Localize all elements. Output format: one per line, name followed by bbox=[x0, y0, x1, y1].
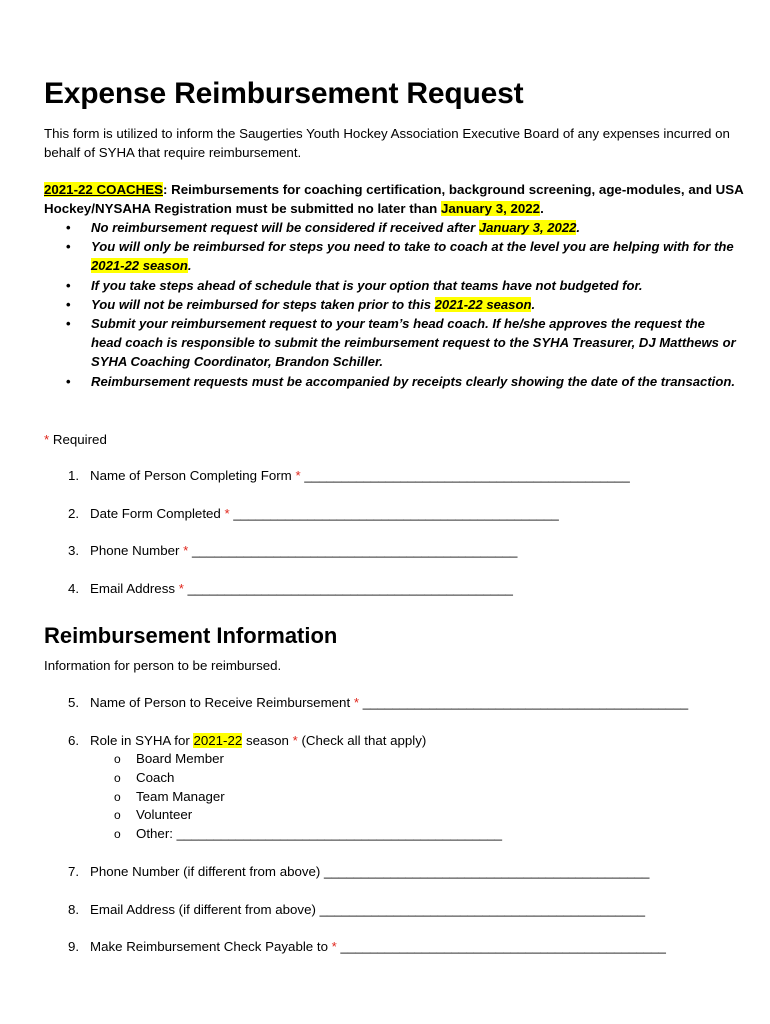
answer-line[interactable]: ____________________________________________ bbox=[359, 695, 689, 710]
question-number: 9. bbox=[68, 939, 80, 954]
radio-circle-icon[interactable]: o bbox=[114, 790, 121, 804]
required-asterisk: * bbox=[183, 543, 189, 558]
role-option-coach[interactable] bbox=[114, 770, 174, 785]
question-label: Make Reimbursement Check Payable to bbox=[90, 939, 332, 954]
question-label: Date Form Completed bbox=[90, 506, 225, 521]
rules-list bbox=[66, 218, 736, 391]
option-label: Volunteer bbox=[136, 807, 193, 822]
option-label: Board Member bbox=[136, 751, 224, 766]
rule-text: If you take steps ahead of schedule that is your option that teams have not budgeted for. bbox=[91, 277, 643, 293]
question-label: Phone Number (if different from above) bbox=[90, 864, 325, 879]
answer-line[interactable]: ____________________________________________ bbox=[183, 581, 513, 596]
required-asterisk: * bbox=[178, 581, 184, 596]
answer-line[interactable]: ____________________________________________ bbox=[300, 468, 630, 483]
question-label: Name of Person to Receive Reimbursement bbox=[90, 695, 354, 710]
intro-paragraph: This form is utilized to inform the Saugerties Youth Hockey Association Executive Board of any expenses incurred on behalf of SYHA that require reimbursement. bbox=[44, 126, 730, 160]
rule-text: Reimbursement requests must be accompanied by receipts clearly showing the date of the transaction. bbox=[91, 373, 735, 389]
rule-text: You will not be reimbursed for steps taken prior to this bbox=[91, 296, 435, 312]
question-label: Name of Person Completing Form bbox=[90, 468, 296, 483]
question-2[interactable] bbox=[68, 506, 559, 521]
question-6 bbox=[68, 733, 426, 748]
role-option-team-manager[interactable] bbox=[114, 789, 225, 804]
radio-circle-icon[interactable]: o bbox=[114, 827, 121, 841]
question-hint: (Check all that apply) bbox=[297, 733, 427, 748]
radio-circle-icon[interactable]: o bbox=[114, 808, 121, 822]
required-label: Required bbox=[49, 432, 107, 447]
rule-text: You will only be reimbursed for steps you need to take to coach at the level you are helping with for the bbox=[91, 239, 734, 255]
rule-highlight: January 3, 2022 bbox=[478, 220, 577, 235]
option-label: Team Manager bbox=[136, 789, 225, 804]
option-label: Coach bbox=[136, 770, 175, 785]
rule-end: . bbox=[187, 258, 192, 274]
question-number: 1. bbox=[68, 468, 80, 483]
rule-highlight: 2021-22 season bbox=[91, 258, 188, 274]
question-label: Email Address bbox=[90, 581, 179, 596]
coaches-notice-lead: 2021-22 COACHES bbox=[44, 182, 163, 197]
question-number: 7. bbox=[68, 864, 80, 879]
rule-text: Submit your reimbursement request to your team’s head coach. If he/she approves the request the head coach is responsible to submit the reimbursement request to the SYHA Treasurer, DJ Matthews or SYHA Coaching Coordinator, Brandon Schiller. bbox=[91, 316, 736, 370]
radio-circle-icon[interactable]: o bbox=[114, 752, 121, 766]
question-number: 4. bbox=[68, 581, 80, 596]
required-asterisk: * bbox=[44, 432, 50, 447]
question-number: 8. bbox=[68, 902, 80, 917]
question-1[interactable] bbox=[68, 468, 630, 483]
required-asterisk: * bbox=[295, 468, 301, 483]
rule-end: . bbox=[531, 296, 536, 312]
question-3[interactable] bbox=[68, 543, 517, 558]
role-option-board-member[interactable] bbox=[114, 751, 224, 766]
answer-line[interactable]: ____________________________________________ bbox=[336, 939, 666, 954]
question-label: Email Address (if different from above) bbox=[90, 902, 320, 917]
answer-line[interactable]: ____________________________________________ bbox=[324, 864, 650, 879]
required-asterisk: * bbox=[331, 939, 337, 954]
rule-item bbox=[66, 372, 736, 391]
question-label-cont: season bbox=[242, 733, 293, 748]
rule-end: . bbox=[576, 220, 581, 235]
season-highlight: 2021-22 bbox=[193, 733, 243, 748]
question-label: Role in SYHA for bbox=[90, 733, 194, 748]
question-number: 3. bbox=[68, 543, 80, 558]
question-number: 6. bbox=[68, 733, 80, 748]
question-number: 2. bbox=[68, 506, 80, 521]
answer-line[interactable]: ____________________________________________ bbox=[229, 506, 559, 521]
question-4[interactable] bbox=[68, 581, 513, 596]
rule-item bbox=[66, 314, 736, 372]
question-8[interactable] bbox=[68, 902, 645, 917]
required-asterisk: * bbox=[353, 695, 360, 710]
answer-line[interactable]: ____________________________________________ bbox=[188, 543, 518, 558]
required-legend bbox=[44, 430, 107, 449]
answer-line[interactable]: ____________________________________________ bbox=[319, 902, 645, 917]
role-option-volunteer[interactable] bbox=[114, 807, 192, 822]
option-label[interactable]: Other: ____________________________________________ bbox=[136, 826, 503, 841]
rule-item bbox=[66, 237, 736, 275]
rule-item bbox=[66, 276, 736, 295]
rule-text: No reimbursement request will be considered if received after bbox=[91, 220, 479, 235]
radio-circle-icon[interactable]: o bbox=[114, 771, 121, 785]
required-asterisk: * bbox=[292, 733, 298, 748]
question-7[interactable] bbox=[68, 864, 649, 879]
question-label: Phone Number bbox=[90, 543, 184, 558]
coaches-notice bbox=[44, 180, 744, 218]
coaches-notice-deadline: January 3, 2022 bbox=[441, 201, 541, 216]
section-subtitle: Information for person to be reimbursed. bbox=[44, 658, 282, 673]
coaches-notice-end: . bbox=[540, 201, 544, 216]
page-title: Expense Reimbursement Request bbox=[44, 77, 524, 110]
question-9[interactable] bbox=[68, 939, 666, 954]
required-asterisk: * bbox=[224, 506, 230, 521]
role-option-other[interactable] bbox=[114, 826, 502, 841]
rule-item bbox=[66, 218, 736, 237]
rule-item bbox=[66, 295, 736, 314]
coaches-notice-text: : Reimbursements for coaching certification, background screening, age-modules, and USA Hockey/NYSAHA Registration must be submitted no later than bbox=[44, 182, 744, 216]
question-number: 5. bbox=[68, 695, 80, 710]
rule-highlight: 2021-22 season bbox=[434, 296, 532, 312]
question-5[interactable] bbox=[68, 695, 688, 710]
section-title: Reimbursement Information bbox=[44, 623, 338, 648]
